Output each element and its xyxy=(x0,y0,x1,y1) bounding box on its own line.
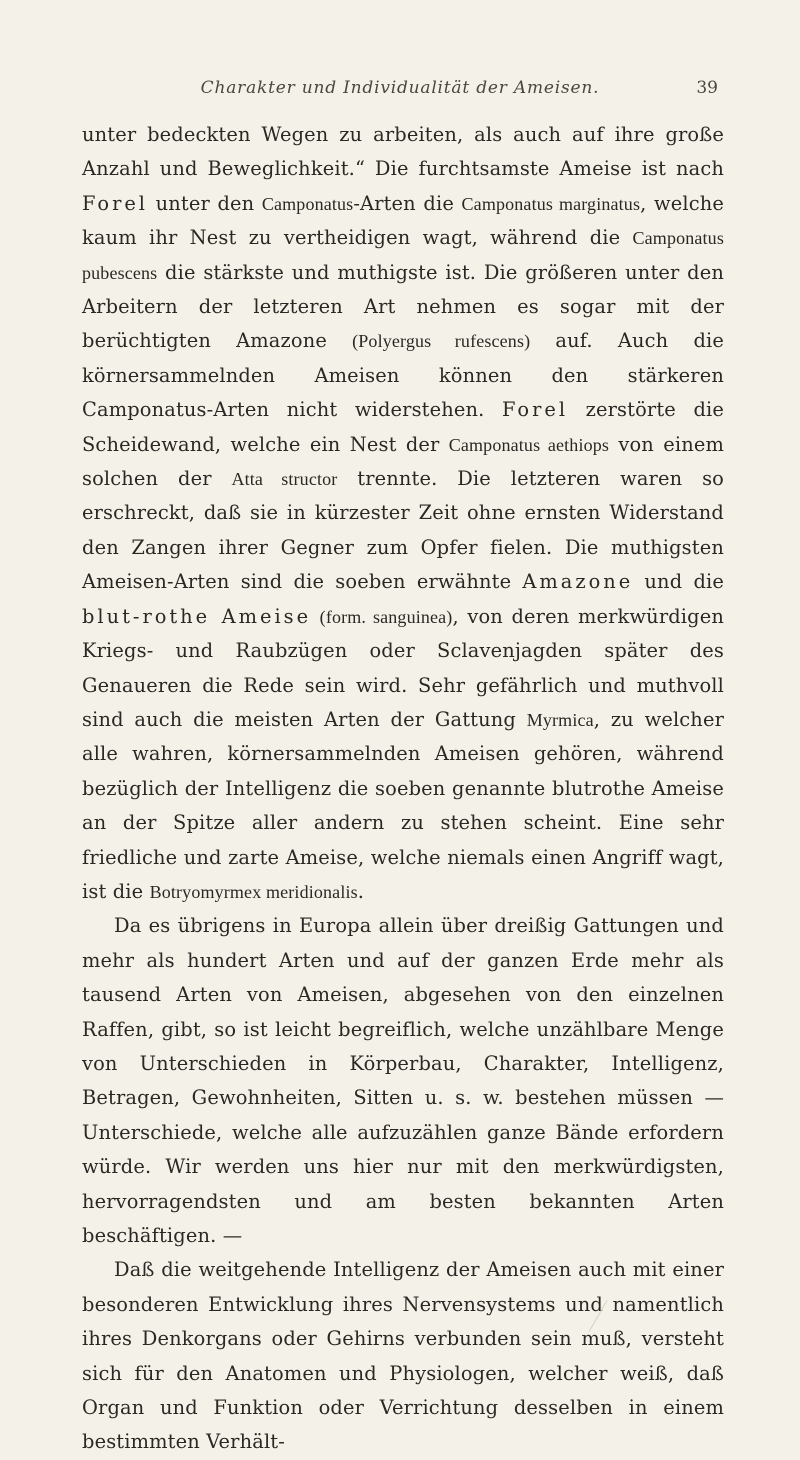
emphasized-name: Amazone xyxy=(522,570,634,594)
text-run: trennte. Die letzteren waren so erschreckt, daß sie in kürzester Zeit ohne ernsten Widerstand den Zangen ihrer Gegner zum Opfer fielen. Die muthigsten Ameisen-Arten sind die soeben erwähnte xyxy=(82,467,724,594)
emphasized-name: Forel xyxy=(502,398,569,422)
latin-term: Camponatus marginatus xyxy=(461,193,641,214)
running-title: Charakter und Individualität der Ameisen. xyxy=(200,78,600,98)
text-run: und die xyxy=(633,570,724,594)
text-run xyxy=(311,605,320,628)
page-header xyxy=(0,78,800,108)
text-run: unter bedeckten Wegen zu arbeiten, als auch auf ihre große Anzahl und Beweglichkeit.“ Die furchtsamste Ameise ist nach xyxy=(82,123,724,181)
latin-term: Camponatus pubescens xyxy=(82,228,724,283)
paragraph xyxy=(82,118,724,909)
latin-term: Atta structor xyxy=(231,469,338,490)
latin-term: Myrmica xyxy=(526,709,594,730)
emphasized-name: Forel xyxy=(82,191,149,215)
latin-term: Camponatus xyxy=(261,193,354,214)
text-run: von einem solchen der xyxy=(82,432,725,491)
text-run: zerstörte die Scheidewand, welche ein Nest der xyxy=(82,398,724,456)
emphasized-name: blut-rothe Ameise xyxy=(82,604,312,628)
text-run: , zu welcher alle wahren, körnersammelnden Ameisen gehören, während bezüglich der Intelligenz die soeben genannte blutrothe Ameise an der Spitze aller andern zu stehen scheint. Eine sehr friedliche und zarte Ameise, welche niemals einen Angriff wagt, ist die xyxy=(82,707,724,903)
latin-term: Camponatus aethiops xyxy=(448,434,610,455)
text-run: , welche kaum ihr Nest zu vertheidigen wagt, während die xyxy=(82,191,724,250)
body-text xyxy=(82,118,724,1460)
latin-term: (form. sanguinea) xyxy=(319,606,453,627)
latin-term: Botryomyrmex meridionalis xyxy=(149,881,358,902)
paragraph xyxy=(82,909,724,1253)
text-run: die stärkste und muthigste ist. Die größeren unter den Arbeitern der letzteren Art nehmen es sogar mit der berüchtigten Amazone xyxy=(82,260,724,353)
text-run: auf. Auch die körnersammelnden Ameisen können den stärkeren Camponatus-Arten nicht widerstehen. xyxy=(82,329,724,422)
paragraph xyxy=(82,1253,724,1459)
text-run: Daß die weitgehende Intelligenz der Ameisen auch mit einer besonderen Entwicklung ihres Nervensystems und namentlich ihres Denkorgans oder Gehirns verbunden sein muß, versteht sich für den Anatomen und Physiologen, welcher weiß, daß Organ und Funktion oder Verrichtung desselben in einem bestimmten Verhält- xyxy=(82,1258,724,1454)
text-run: , von deren merkwürdigen Kriegs- und Raubzügen oder Sclavenjagden später des Genaueren die Rede sein wird. Sehr gefährlich und muthvoll sind auch die meisten Arten der Gattung xyxy=(82,604,724,731)
text-run: -Arten die xyxy=(353,191,462,215)
latin-term: (Polyergus rufescens) xyxy=(352,331,531,352)
text-run: Da es übrigens in Europa allein über dreißig Gattungen und mehr als hundert Arten und auf der ganzen Erde mehr als tausend Arten von Ameisen, abgesehen von den einzelnen Raffen, gibt, so ist leicht begreiflich, welche unzählbare Menge von Unterschieden in Körperbau, Charakter, Intelligenz, Betragen, Gewohnheiten, Sitten u. s. w. bestehen müssen — Unterschiede, welche alle aufzuzählen ganze Bände erfordern würde. Wir werden uns hier nur mit den merkwürdigsten, hervorragendsten und am besten bekannten Arten beschäftigen. — xyxy=(82,914,724,1247)
text-run: . xyxy=(357,879,365,903)
text-run: unter den xyxy=(148,191,262,215)
page-number: 39 xyxy=(696,78,718,98)
